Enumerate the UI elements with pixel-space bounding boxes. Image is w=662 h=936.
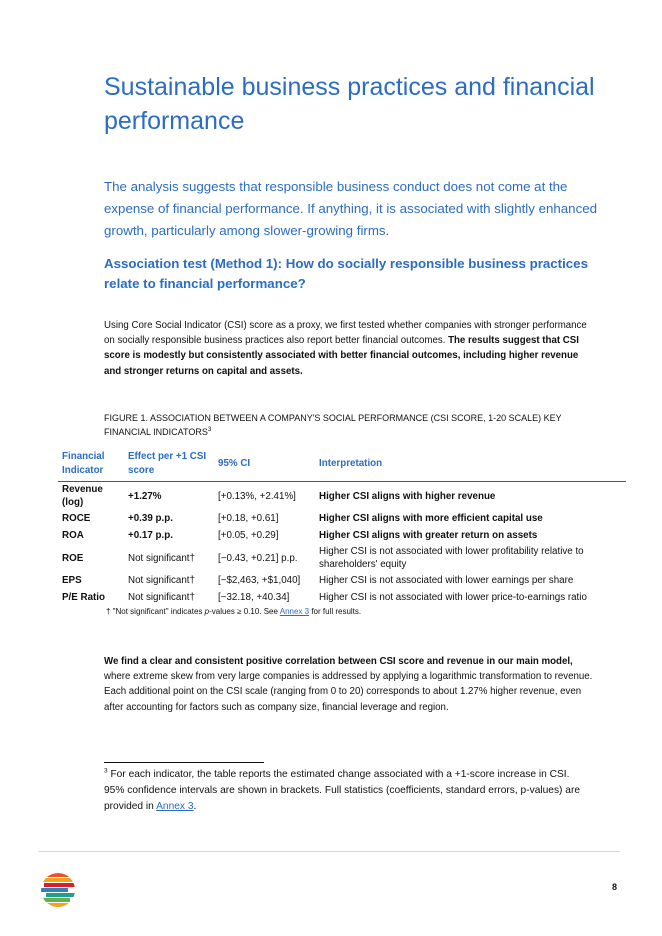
row-effect: Not significant†: [128, 592, 195, 603]
intro-text: Using Core Social Indicator (CSI) score as a proxy, we first tested whether companies with stronger performance on socially responsible business practices also report better financial outcomes.: [104, 320, 587, 347]
row-indicator: P/E Ratio: [62, 592, 106, 603]
figure-caption-text: FIGURE 1. ASSOCIATION BETWEEN A COMPANY'S SOCIAL PERFORMANCE (CSI SCORE, 1-20 SCALE) KEY FINANCIAL INDICATORS: [104, 413, 562, 437]
table-row: [58, 572, 626, 589]
row-indicator: ROCE: [62, 513, 91, 524]
row-interpretation: Higher CSI is not associated with lower profitability relative to shareholders' equity: [319, 546, 584, 570]
results-table: [58, 447, 626, 606]
footnote-number: 3: [104, 767, 108, 775]
row-ci: [−0.43, +0.21] p.p.: [218, 552, 298, 564]
row-interpretation: Higher CSI is not associated with lower earnings per share: [319, 575, 574, 586]
row-ci: [+0.05, +0.29]: [218, 530, 279, 541]
row-indicator: Revenue (log): [62, 484, 103, 508]
row-ci: [−$2,463, +$1,040]: [218, 575, 301, 586]
row-ci: [+0.18, +0.61]: [218, 513, 279, 524]
table-note-text-end: for full results.: [309, 607, 362, 616]
table-note-text: † "Not significant" indicates: [106, 607, 205, 616]
row-interpretation: Higher CSI is not associated with lower price-to-earnings ratio: [319, 592, 587, 603]
footnote-ref: 3: [207, 426, 212, 433]
lead-paragraph: The analysis suggests that responsible business conduct does not come at the expense of financial performance. If anything, it is associated with slightly enhanced growth, particularly among slower-growing firms.: [104, 179, 598, 238]
findings-bold-text: We find a clear and consistent positive correlation between CSI score and revenue in our main model,: [104, 656, 573, 667]
header-financial-indicator: Financial Indicator: [58, 447, 124, 482]
figure-caption: [104, 411, 604, 439]
table-row: [58, 589, 626, 606]
footer-divider: [38, 851, 620, 852]
page-number: 8: [612, 882, 618, 892]
table-header-row: [58, 447, 626, 482]
footnote: [104, 767, 584, 815]
row-indicator: ROE: [62, 552, 84, 564]
row-ci: [+0.13%, +2.41%]: [218, 490, 296, 502]
row-effect: Not significant†: [128, 552, 195, 564]
header-effect: Effect per +1 CSI score: [124, 447, 214, 482]
header-ci: 95% CI: [214, 447, 315, 482]
table-row: [58, 544, 626, 572]
row-effect: +1.27%: [128, 490, 162, 502]
footnote-annex-3-link[interactable]: Annex 3: [156, 801, 194, 812]
intro-paragraph: [104, 318, 594, 379]
page-title: Sustainable business practices and financial performance: [104, 73, 595, 135]
section-heading: Association test (Method 1): How do socially responsible business practices relate to financial performance?: [104, 256, 588, 291]
findings-paragraph: [104, 654, 594, 715]
row-interpretation: Higher CSI aligns with higher revenue: [319, 490, 496, 502]
table-row: [58, 527, 626, 544]
table-row: [58, 510, 626, 527]
header-interpretation: Interpretation: [315, 447, 626, 482]
footnote-end: .: [193, 801, 197, 812]
findings-text: where extreme skew from very large companies is addressed by applying a logarithmic transformation to revenue. Each additional point on the CSI scale (ranging from 0 to 20) corresponds to about 1.27% higher revenue, even after accounting for factors such as company size, financial leverage and region.: [104, 671, 593, 713]
row-effect: Not significant†: [128, 575, 195, 586]
row-effect: +0.39 p.p.: [128, 513, 173, 524]
row-ci: [−32.18, +40.34]: [218, 592, 290, 603]
striped-globe-icon: [38, 870, 78, 915]
table-row: [58, 482, 626, 511]
intro-bold-text: The results suggest that CSI score is modestly but consistently associated with better financial outcomes, including higher revenue and stronger returns on capital and assets.: [104, 335, 579, 377]
row-interpretation: Higher CSI aligns with more efficient capital use: [319, 513, 543, 524]
row-effect: +0.17 p.p.: [128, 530, 173, 541]
table-note: [106, 606, 361, 617]
table-note-p: p: [204, 607, 210, 616]
annex-3-link[interactable]: Annex 3: [279, 607, 310, 616]
footnote-divider: [104, 762, 264, 763]
table-note-text-mid: -values ≥ 0.10. See: [209, 607, 280, 616]
row-interpretation: Higher CSI aligns with greater return on assets: [319, 530, 538, 541]
footnote-text: For each indicator, the table reports the estimated change associated with a +1-score increase in CSI. 95% confidence intervals are shown in brackets. Full statistics (coefficients, standard errors, p-values) are provided in: [104, 769, 581, 812]
row-indicator: ROA: [62, 530, 84, 541]
row-indicator: EPS: [62, 575, 82, 586]
